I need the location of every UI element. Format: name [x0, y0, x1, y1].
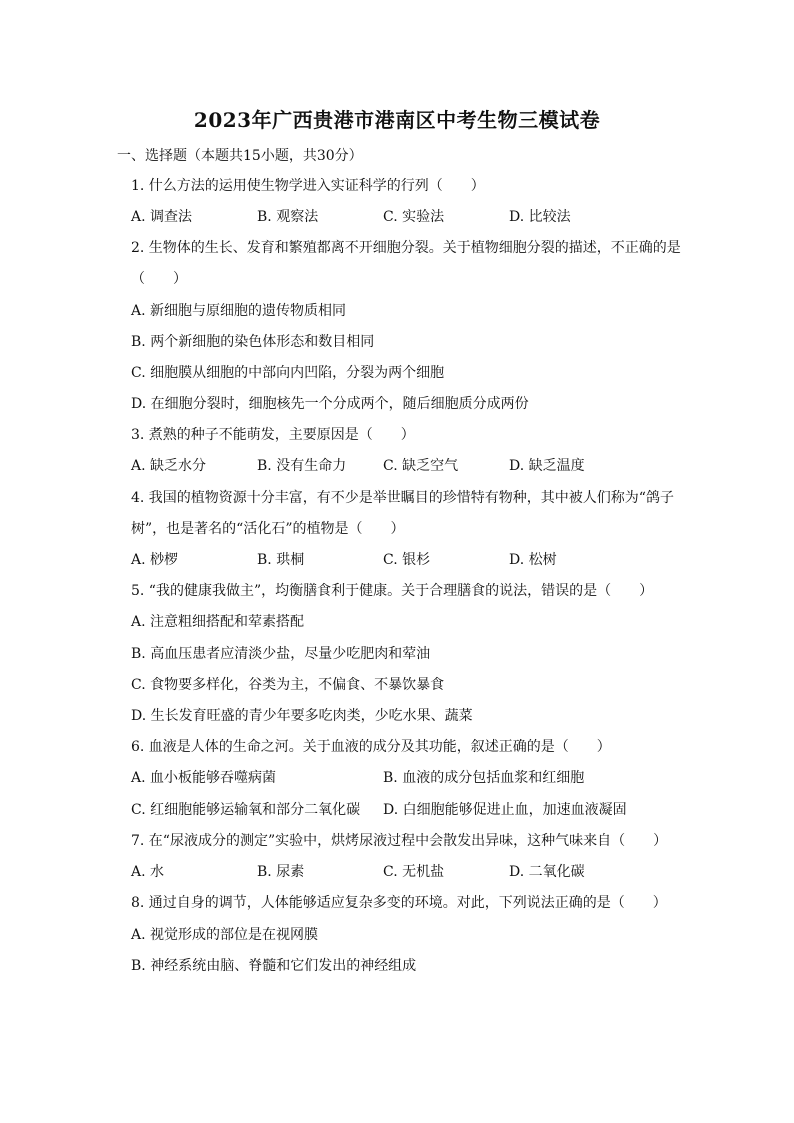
question-5-stem: 5. “我的健康我做主”，均衡膳食利于健康。关于合理膳食的说法，错误的是（ ） [131, 583, 654, 599]
question-6-stem: 6. 血液是人体的生命之河。关于血液的成分及其功能，叙述正确的是（ ） [131, 739, 611, 755]
question-1-option-b: B. 观察法 [257, 209, 319, 225]
question-4-stem: 4. 我国的植物资源十分丰富，有不少是举世瞩目的珍惜特有物种，其中被人们称为“鸽子 [131, 490, 674, 506]
question-7-option-a: A. 水 [131, 864, 165, 880]
question-3-option-a: A. 缺乏水分 [131, 458, 207, 474]
question-5-option-c: C. 食物要多样化，谷类为主，不偏食、不暴饮暴食 [131, 677, 445, 693]
question-8-option-a: A. 视觉形成的部位是在视网膜 [131, 927, 319, 943]
question-5-option-a: A. 注意粗细搭配和荤素搭配 [131, 614, 305, 630]
question-3-option-d: D. 缺乏温度 [509, 458, 585, 474]
question-7-option-c: C. 无机盐 [383, 864, 445, 880]
question-1-stem: 1. 什么方法的运用使生物学进入实证科学的行列（ ） [131, 178, 485, 194]
question-2-stem: 2. 生物体的生长、发育和繁殖都离不开细胞分裂。关于植物细胞分裂的描述，不正确的是 [131, 240, 681, 256]
question-3-stem: 3. 煮熟的种子不能萌发，主要原因是（ ） [131, 427, 415, 443]
question-1-option-d: D. 比较法 [509, 209, 571, 225]
question-2-stem-continued: （ ） [131, 271, 187, 287]
question-3-option-b: B. 没有生命力 [257, 458, 347, 474]
question-8-stem: 8. 通过自身的调节，人体能够适应复杂多变的环境。对此，下列说法正确的是（ ） [131, 895, 667, 911]
exam-title: 2023年广西贵港市港南区中考生物三模试卷 [193, 108, 601, 132]
question-4-option-d: D. 松树 [509, 552, 557, 568]
question-7-option-b: B. 尿素 [257, 864, 305, 880]
question-4-option-c: C. 银杉 [383, 552, 431, 568]
question-1-option-c: C. 实验法 [383, 209, 445, 225]
question-5-option-b: B. 高血压患者应清淡少盐，尽量少吃肥肉和荤油 [131, 646, 431, 662]
question-6-option-a: A. 血小板能够吞噬病菌 [131, 770, 277, 786]
question-3-option-c: C. 缺乏空气 [383, 458, 459, 474]
question-2-option-d: D. 在细胞分裂时，细胞核先一个分成两个，随后细胞质分成两份 [131, 396, 529, 412]
question-2-option-c: C. 细胞膜从细胞的中部向内凹陷，分裂为两个细胞 [131, 365, 445, 381]
question-6-option-c: C. 红细胞能够运输氧和部分二氧化碳 [131, 802, 361, 818]
question-2-option-b: B. 两个新细胞的染色体形态和数目相同 [131, 334, 375, 350]
question-8-option-b: B. 神经系统由脑、脊髓和它们发出的神经组成 [131, 958, 417, 974]
question-4-option-b: B. 珙桐 [257, 552, 305, 568]
question-7-stem: 7. 在“尿液成分的测定”实验中，烘烤尿液过程中会散发出异味，这种气味来自（ ） [131, 833, 668, 849]
question-4-stem-continued: 树”，也是著名的“活化石”的植物是（ ） [131, 521, 405, 537]
question-6-option-b: B. 血液的成分包括血浆和红细胞 [383, 770, 585, 786]
question-5-option-d: D. 生长发育旺盛的青少年要多吃肉类，少吃水果、蔬菜 [131, 708, 473, 724]
question-6-option-d: D. 白细胞能够促进止血，加速血液凝固 [383, 802, 627, 818]
question-4-option-a: A. 桫椤 [131, 552, 179, 568]
question-7-option-d: D. 二氧化碳 [509, 864, 585, 880]
question-1-option-a: A. 调查法 [131, 209, 193, 225]
question-2-option-a: A. 新细胞与原细胞的遗传物质相同 [131, 303, 347, 319]
section-heading: 一、选择题（本题共15小题，共30分） [117, 148, 363, 164]
